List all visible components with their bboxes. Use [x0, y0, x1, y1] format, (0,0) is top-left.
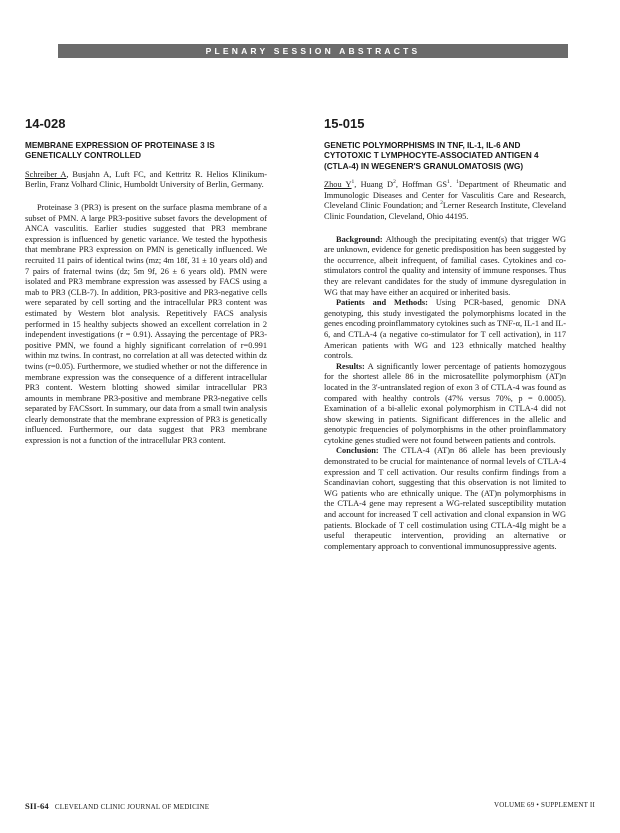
footer-left — [25, 801, 209, 811]
section-banner: PLENARY SESSION ABSTRACTS — [58, 44, 568, 58]
conclusion-paragraph — [324, 446, 566, 552]
abstract-id: 14-028 — [25, 116, 66, 131]
section-label: Results: — [336, 361, 365, 371]
presenting-author: Zhou Y — [324, 180, 352, 190]
journal-name: CLEVELAND CLINIC JOURNAL OF MEDICINE — [54, 803, 210, 811]
abstract-body: Proteinase 3 (PR3) is present on the surface plasma membrane of a subset of PMN. A large PR3-positive subset favors the development of ANCA vasculitis. Earlier studies suggested that PR3 membrane expression is influenced by genetic variance. We tested the hypothesis that membrane PR3 expression on PMN is genetically influenced. We recruited 11 pairs of identical twins (mz; 4m 18f, 31 ± 10 years old) and 7 pairs of fraternal twins (dz; 5m 9f, 26 ± 6 years old). PMN were isolated and PR3 membrane expression was assessed by FACS using a mab to PR3 (CLB-7). In addition, PR3-positive and PR3-negative cells were separated by cell sorting and the intracellular PR3 content was estimated by Western blot analysis. Repetitively FACS analysis performed in 15 healthy subjects showed an excellent correlation in 2 independent investigations (r = 0.91). Assaying the percentage of PR3-positive PMN, we found a highly significant correlation of r=0.991 within mz twins. In contrast, no correlation at all was detected within dz twins (r=0.05). Furthermore, we studied whether or not the difference in membrane expression was the consequence of a different intracellular PR3 content. Western blotting showed similar intracellular PR3 amounts in membrane PR3-positive and membrane PR3-negative cells separated by FACSsort. In summary, our data from a small twin analysis clearly demonstrate that the membrane expression of PR3 is genetically influenced. Furthermore, our data suggest that PR3 membrane expression is not a function of the intracellular PR3 content. — [25, 203, 267, 446]
footer-volume: VOLUME 69 • SUPPLEMENT II — [493, 801, 595, 809]
abstract-left — [25, 116, 267, 447]
abstract-title: MEMBRANE EXPRESSION OF PROTEINASE 3 IS GENETICALLY CONTROLLED — [25, 141, 215, 161]
affiliation-text: Department of Rheumatic and Immunologic Diseases and Center for Vasculitis Care and Research, Cleveland Clinic Foundation; and — [324, 180, 566, 211]
page-number: SII-64 — [25, 801, 49, 811]
affiliation-mark: 1 — [447, 179, 450, 186]
results-paragraph — [324, 362, 566, 447]
authors-affiliation: , Busjahn A, Luft FC, and Kettritz R. Helios Klinikum-Berlin, Franz Volhard Clinic, Humboldt University of Berlin, Germany. — [25, 169, 267, 190]
affiliation-mark: 1 — [351, 179, 355, 186]
author-name: , Hoffman GS — [395, 180, 447, 190]
background-paragraph — [324, 235, 566, 299]
author-block — [25, 170, 267, 191]
abstract-title: GENETIC POLYMORPHISMS IN TNF, IL-1, IL-6 AND CYTOTOXIC T LYMPHOCYTE-ASSOCIATED ANTIGEN 4 (CTLA-4) IN WEGENER'S GRANULOMATOSIS (WG) — [324, 141, 539, 171]
section-label: Background: — [336, 234, 383, 244]
section-text: Although the precipitating event(s) that trigger WG are unknown, evidence for genetic predisposition has been suggested by the occurrence, albeit infrequent, of familial cases. Cytokines and co-stimulators control the quality and intensity of immune responses. Thus they are relevant candidates for the study of immune dysregulation in WG that may have either an acquired or inherited basis. — [324, 234, 566, 297]
abstract-right — [324, 116, 566, 552]
author-block — [324, 180, 566, 222]
affiliation-mark: 2 — [440, 200, 443, 207]
methods-paragraph — [324, 298, 566, 362]
affiliation-mark: 1 — [456, 179, 459, 186]
section-text: A significantly lower percentage of patients homozygous for the shortest allele 86 in the microsatellite polymorphism (AT)n located in the 3'-untranslated region of exon 3 of CTLA-4 was found as compared with healthy controls (47% versus 70%, p = 0.0005). Examination of a bi-allelic exonal polymorphism in CTLA-4 did not show skewing in patients. Significant differences in the allelic and genotypic frequencies of polymorphisms in the other proinflammatory cytokine genes studied were not found between patients and controls. — [324, 361, 566, 445]
section-label: Patients and Methods: — [336, 298, 428, 308]
affiliation-mark: 2 — [393, 179, 396, 186]
affiliation-separator: . — [449, 180, 457, 190]
presenting-author: Schreiber A — [25, 169, 67, 179]
abstract-id: 15-015 — [324, 116, 365, 131]
section-label: Conclusion: — [336, 446, 379, 456]
section-text: The CTLA-4 (AT)n 86 allele has been previously demonstrated to be crucial for maintenance of normal levels of CTLA-4 expression and T cell activation. Our results confirm findings from a Scandinavian cohort, suggesting that this observation is not limited to WG patients who are ethnically unique. The (AT)n polymorphisms in the CTLA-4 gene may represent a WG-related susceptibility mutation and account for increased T cell activation and clonal expansion in WG patients. Blockade of T cell costimulation using CTLA-4Ig might be a useful therapeutic intervention, providing an alternative or complementary approach to conventional immunosuppressive agents. — [324, 446, 566, 551]
author-name: , Huang D — [354, 180, 394, 190]
affiliation-text: Lerner Research Institute, Cleveland Clinic Foundation, Cleveland, Ohio 44195. — [324, 201, 566, 221]
section-text: Using PCR-based, genomic DNA genotyping, this study investigated the polymorphisms located in the genes encoding proinflammatory cytokines such as TNF-α, IL-1 and IL-6, and CTLA-4 (a negative co-stimulator for T cell activation), in 117 American patients with WG and 123 ethnically matched healthy controls. — [324, 298, 566, 361]
